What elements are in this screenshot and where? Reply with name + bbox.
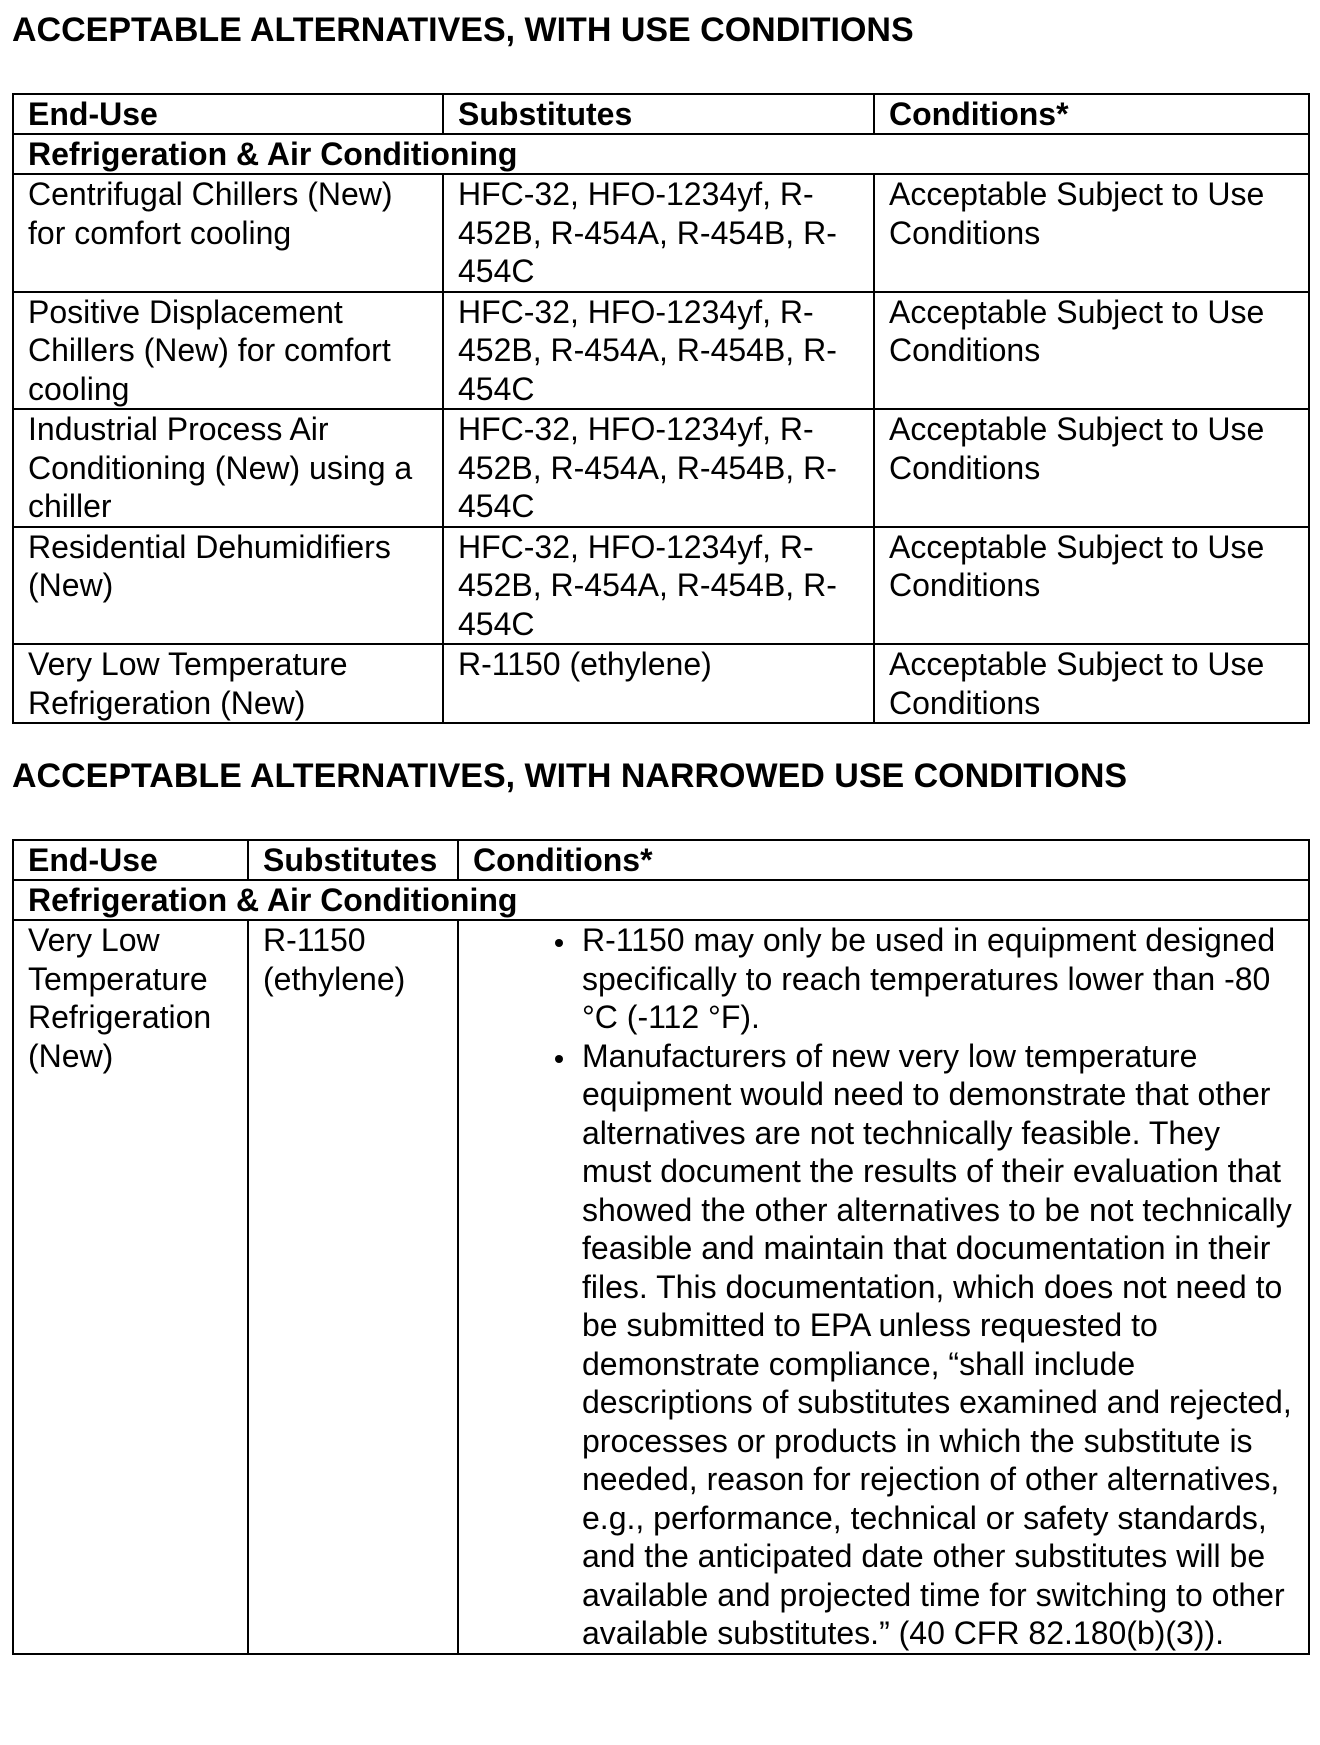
end-use-cell: Very Low Temperature Refrigeration (New) [13, 644, 443, 723]
header-substitutes: Substitutes [248, 840, 458, 880]
condition-item: • Manufacturers of new very low temperature equipment would need to demonstrate that other alternatives are not technically feasible. They must document the results of their evaluation that showed the other alternatives to be not technically feasible and maintain that documentation in their files. This documentation, which does not need to be submitted to EPA unless requested to demonstrate compliance, “shall include descriptions of substitutes examined and rejected, processes or products in which the substitute is needed, reason for rejection of other alternatives, e.g., performance, technical or safety standards, and the anticipated date other substitutes will be available and projected time for switching to other available substitutes.” (40 CFR 82.180(b)(3)). [578, 1037, 1298, 1653]
header-end-use: End-Use [13, 840, 248, 880]
category-label: Refrigeration & Air Conditioning [13, 880, 1309, 920]
category-row [13, 880, 1309, 920]
conditions-cell: Acceptable Subject to Use Conditions [874, 174, 1309, 292]
table-row [13, 527, 1309, 645]
header-conditions: Conditions* [458, 840, 1309, 880]
table-row [13, 644, 1309, 723]
conditions-cell: Acceptable Subject to Use Conditions [874, 292, 1309, 410]
substitutes-cell: HFC-32, HFO-1234yf, R-452B, R-454A, R-454B, R-454C [443, 174, 874, 292]
conditions-cell: Acceptable Subject to Use Conditions [874, 644, 1309, 723]
table-row [13, 174, 1309, 292]
use-conditions-table [12, 93, 1310, 724]
header-substitutes: Substitutes [443, 94, 874, 134]
table-row [13, 409, 1309, 527]
header-conditions: Conditions* [874, 94, 1309, 134]
end-use-cell: Very Low Temperature Refrigeration (New) [13, 920, 248, 1654]
table-row [13, 920, 1309, 1654]
condition-item: • R-1150 may only be used in equipment designed specifically to reach temperatures lower than -80 °C (-112 °F). [578, 921, 1298, 1037]
table-header-row [13, 94, 1309, 134]
section2-title: ACCEPTABLE ALTERNATIVES, WITH NARROWED USE CONDITIONS [12, 757, 1128, 795]
substitutes-cell: R-1150 (ethylene) [443, 644, 874, 723]
end-use-cell: Industrial Process Air Conditioning (New) using a chiller [13, 409, 443, 527]
conditions-cell: Acceptable Subject to Use Conditions [874, 409, 1309, 527]
header-end-use: End-Use [13, 94, 443, 134]
end-use-cell: Centrifugal Chillers (New) for comfort cooling [13, 174, 443, 292]
table-row [13, 292, 1309, 410]
conditions-cell: Acceptable Subject to Use Conditions [874, 527, 1309, 645]
conditions-list [473, 921, 1298, 1653]
section1-title: ACCEPTABLE ALTERNATIVES, WITH USE CONDITIONS [12, 11, 914, 49]
category-label: Refrigeration & Air Conditioning [13, 134, 1309, 174]
substitutes-cell: R-1150 (ethylene) [248, 920, 458, 1654]
end-use-cell: Residential Dehumidifiers (New) [13, 527, 443, 645]
narrowed-conditions-table [12, 839, 1310, 1655]
table-header-row [13, 840, 1309, 880]
substitutes-cell: HFC-32, HFO-1234yf, R-452B, R-454A, R-454B, R-454C [443, 409, 874, 527]
substitutes-cell: HFC-32, HFO-1234yf, R-452B, R-454A, R-454B, R-454C [443, 527, 874, 645]
category-row [13, 134, 1309, 174]
substitutes-cell: HFC-32, HFO-1234yf, R-452B, R-454A, R-454B, R-454C [443, 292, 874, 410]
end-use-cell: Positive Displacement Chillers (New) for comfort cooling [13, 292, 443, 410]
conditions-cell [458, 920, 1309, 1654]
